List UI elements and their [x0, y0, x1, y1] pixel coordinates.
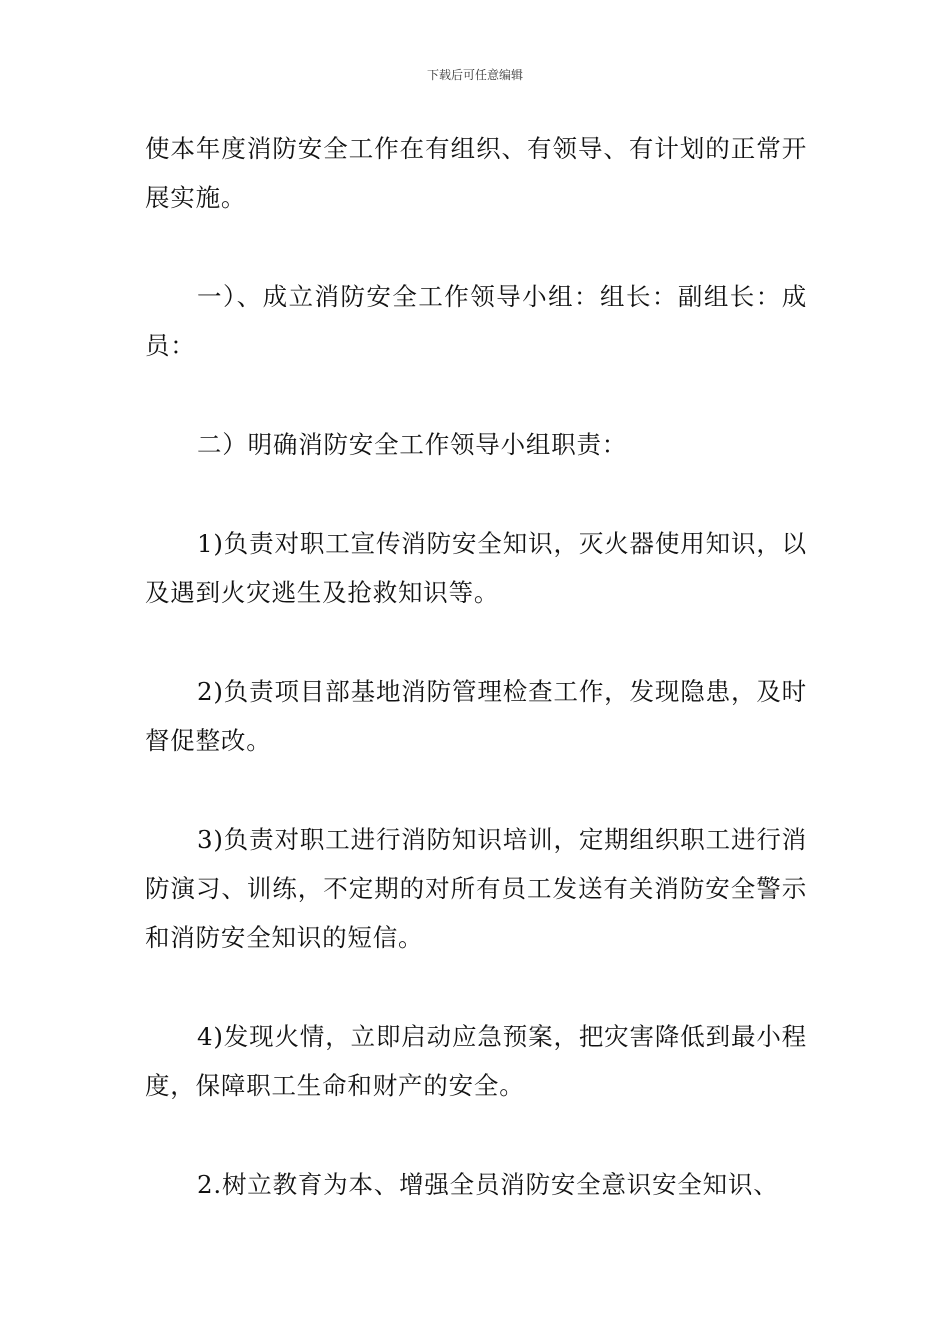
paragraph-section-2: 2.树立教育为本、增强全员消防安全意识安全知识、 [197, 1170, 779, 1199]
paragraph-duty-3: 3)负责对职工进行消防知识培训，定期组织职工进行消防演习、训练，不定期的对所有员工发送有关消防安全警示和消防安全知识的短信。 [145, 825, 807, 952]
page-header: 下载后可任意编辑 [426, 68, 523, 82]
paragraph-duties-heading: 二）明确消防安全工作领导小组职责： [197, 430, 628, 459]
document-body [145, 124, 807, 1259]
paragraph-leadership-group: 一）、成立消防安全工作领导小组：组长：副组长：成员： [145, 282, 807, 360]
paragraph-continuation: 使本年度消防安全工作在有组织、有领导、有计划的正常开展实施。 [145, 134, 807, 212]
paragraph-duty-1: 1)负责对职工宣传消防安全知识，灭火器使用知识，以及遇到火灾逃生及抢救知识等。 [145, 529, 807, 607]
paragraph-duty-2: 2)负责项目部基地消防管理检查工作，发现隐患，及时督促整改。 [145, 677, 807, 755]
paragraph-duty-4: 4)发现火情，立即启动应急预案，把灾害降低到最小程度，保障职工生命和财产的安全。 [145, 1022, 807, 1100]
